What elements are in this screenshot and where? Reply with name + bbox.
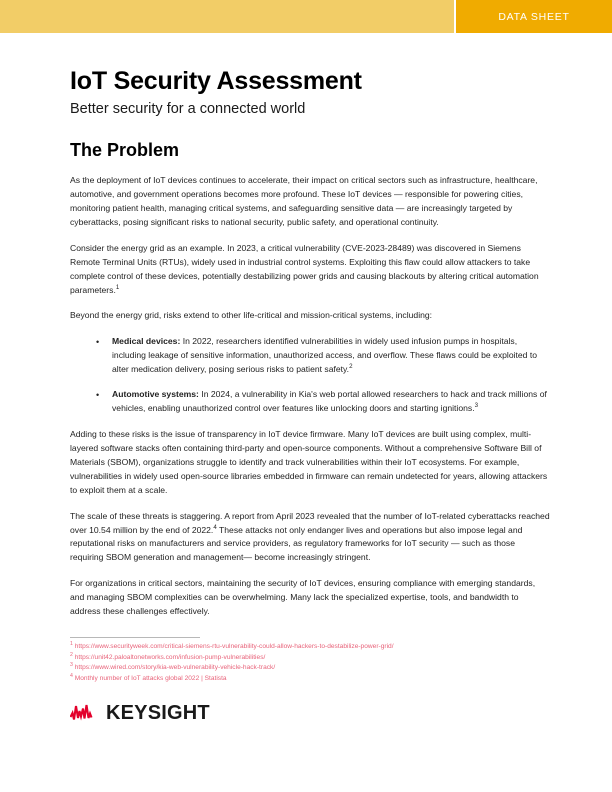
bullet-dot-icon: • (96, 390, 100, 401)
data-sheet-label: DATA SHEET (498, 10, 570, 23)
footnote-4[interactable] (70, 674, 550, 685)
section-heading-the-problem: The Problem (70, 140, 180, 161)
footnote-link[interactable]: https://www.wired.com/story/kia-web-vulnerability-vehicle-hack-track/ (74, 664, 276, 672)
footnote-link[interactable]: Monthly number of IoT attacks global 2022 | Statista (74, 675, 227, 683)
paragraph-scale-text-b: These attacks not only endanger lives and operations but also impose legal and reputational risks on manufacturers and service providers, as regulatory frameworks for IoT security — such as those requiring SBOM generation and management— become increasingly stringent. (70, 524, 523, 563)
paragraph-scale-text-a: The scale of these threats is staggering. A report from April 2023 revealed that the number of IoT-related cyberattacks reached over 10.54 million by the end of 2022. (70, 510, 550, 535)
footnote-ref-2: 2 (349, 363, 353, 371)
footnote-number: 4 (70, 672, 73, 679)
footnote-number: 3 (70, 662, 73, 669)
footnote-2[interactable] (70, 653, 550, 664)
bullet-lead-in: Automotive systems: (112, 389, 199, 400)
list-item (70, 388, 550, 416)
bullet-text: In 2022, researchers identified vulnerabilities in widely used infusion pumps in hospitals, including leakage of sensitive information, unauthorized access, and overflow. These flaws could be exploited to alter medication delivery, posing serious risks to patient safety. (112, 336, 538, 375)
paragraph-firmware-transparency: Adding to these risks is the issue of transparency in IoT device firmware. Many IoT devices are built using complex, multi-layered software stacks often containing third-party and open-source components. Without a comprehensive Software Bill of Materials (SBOM), organizations struggle to identify and track vulnerabilities within their IoT ecosystems. For example, vulnerabilities in widely used open-source libraries embedded in firmware can remain undetected for years, allowing attackers to exploit them at a scale. (70, 428, 548, 495)
footnote-separator-rule (70, 637, 200, 638)
header-band-left (0, 0, 454, 33)
footnote-number: 1 (70, 640, 73, 647)
footnote-ref-3: 3 (474, 402, 479, 410)
paragraph-energy-grid-text: Consider the energy grid as an example. In 2023, a critical vulnerability (CVE-2023-28489) was discovered in Siemens Remote Terminal Units (RTUs), widely used in industrial control systems. Exploiting this flaw could allow attackers to take complete control of these devices, potentially destabilizing power grids and causing blackouts by altering critical automation parameters. (70, 242, 539, 295)
page-title: IoT Security Assessment (70, 67, 362, 95)
paragraph-for-organizations: For organizations in critical sectors, maintaining the security of IoT devices, ensuring compliance with emerging standards, and managing SBOM complexities can be overwhelming. Many lack the specialized expertise, tools, and bandwidth to address these challenges effectively. (70, 578, 536, 617)
footnotes-section (70, 637, 550, 685)
list-item (70, 335, 550, 377)
bullet-lead-in: Medical devices: (112, 336, 181, 347)
footnote-number: 2 (70, 651, 73, 658)
keysight-logo (70, 703, 550, 723)
footnote-3[interactable] (70, 663, 550, 674)
footnote-link[interactable]: https://unit42.paloaltonetworks.com/infusion-pump-vulnerabilities/ (74, 653, 266, 661)
footnote-1[interactable] (70, 642, 550, 653)
footnote-link[interactable]: https://www.securityweek.com/critical-siemens-rtu-vulnerability-could-allow-hackers-to-destabilize-power-grid/ (74, 643, 394, 651)
paragraph-energy-grid (70, 242, 550, 298)
page-body (0, 33, 612, 723)
page-header-bar (0, 0, 612, 33)
paragraph-beyond-energy-grid: Beyond the energy grid, risks extend to other life-critical and mission-critical systems, including: (70, 310, 433, 321)
header-band-right (456, 0, 612, 33)
paragraph-deployment: As the deployment of IoT devices continues to accelerate, their impact on critical sectors such as infrastructure, healthcare, automotive, and government operations becomes more profound. These IoT devices — responsible for powering cities, monitoring patient health, managing critical systems, and safeguarding sensitive data — are increasingly targeted by cyberattacks, posing significant risks to national security, public safety, and operational continuity. (70, 175, 538, 227)
bullet-dot-icon: • (96, 337, 100, 348)
footnote-ref-4: 4 (213, 523, 217, 531)
page-subtitle: Better security for a connected world (70, 101, 306, 117)
footnote-ref-1: 1 (115, 283, 120, 291)
keysight-waveform-icon (70, 703, 100, 723)
bullet-text: In 2024, a vulnerability in Kia's web portal allowed researchers to hack and track millions of vehicles, enabling unauthorized control over features like unlocking doors and starting ignitions. (112, 389, 547, 414)
content-column (70, 33, 550, 723)
risk-bullet-list (70, 335, 550, 416)
paragraph-scale-of-threats (70, 510, 550, 566)
keysight-wordmark: KEYSIGHT (106, 701, 210, 724)
